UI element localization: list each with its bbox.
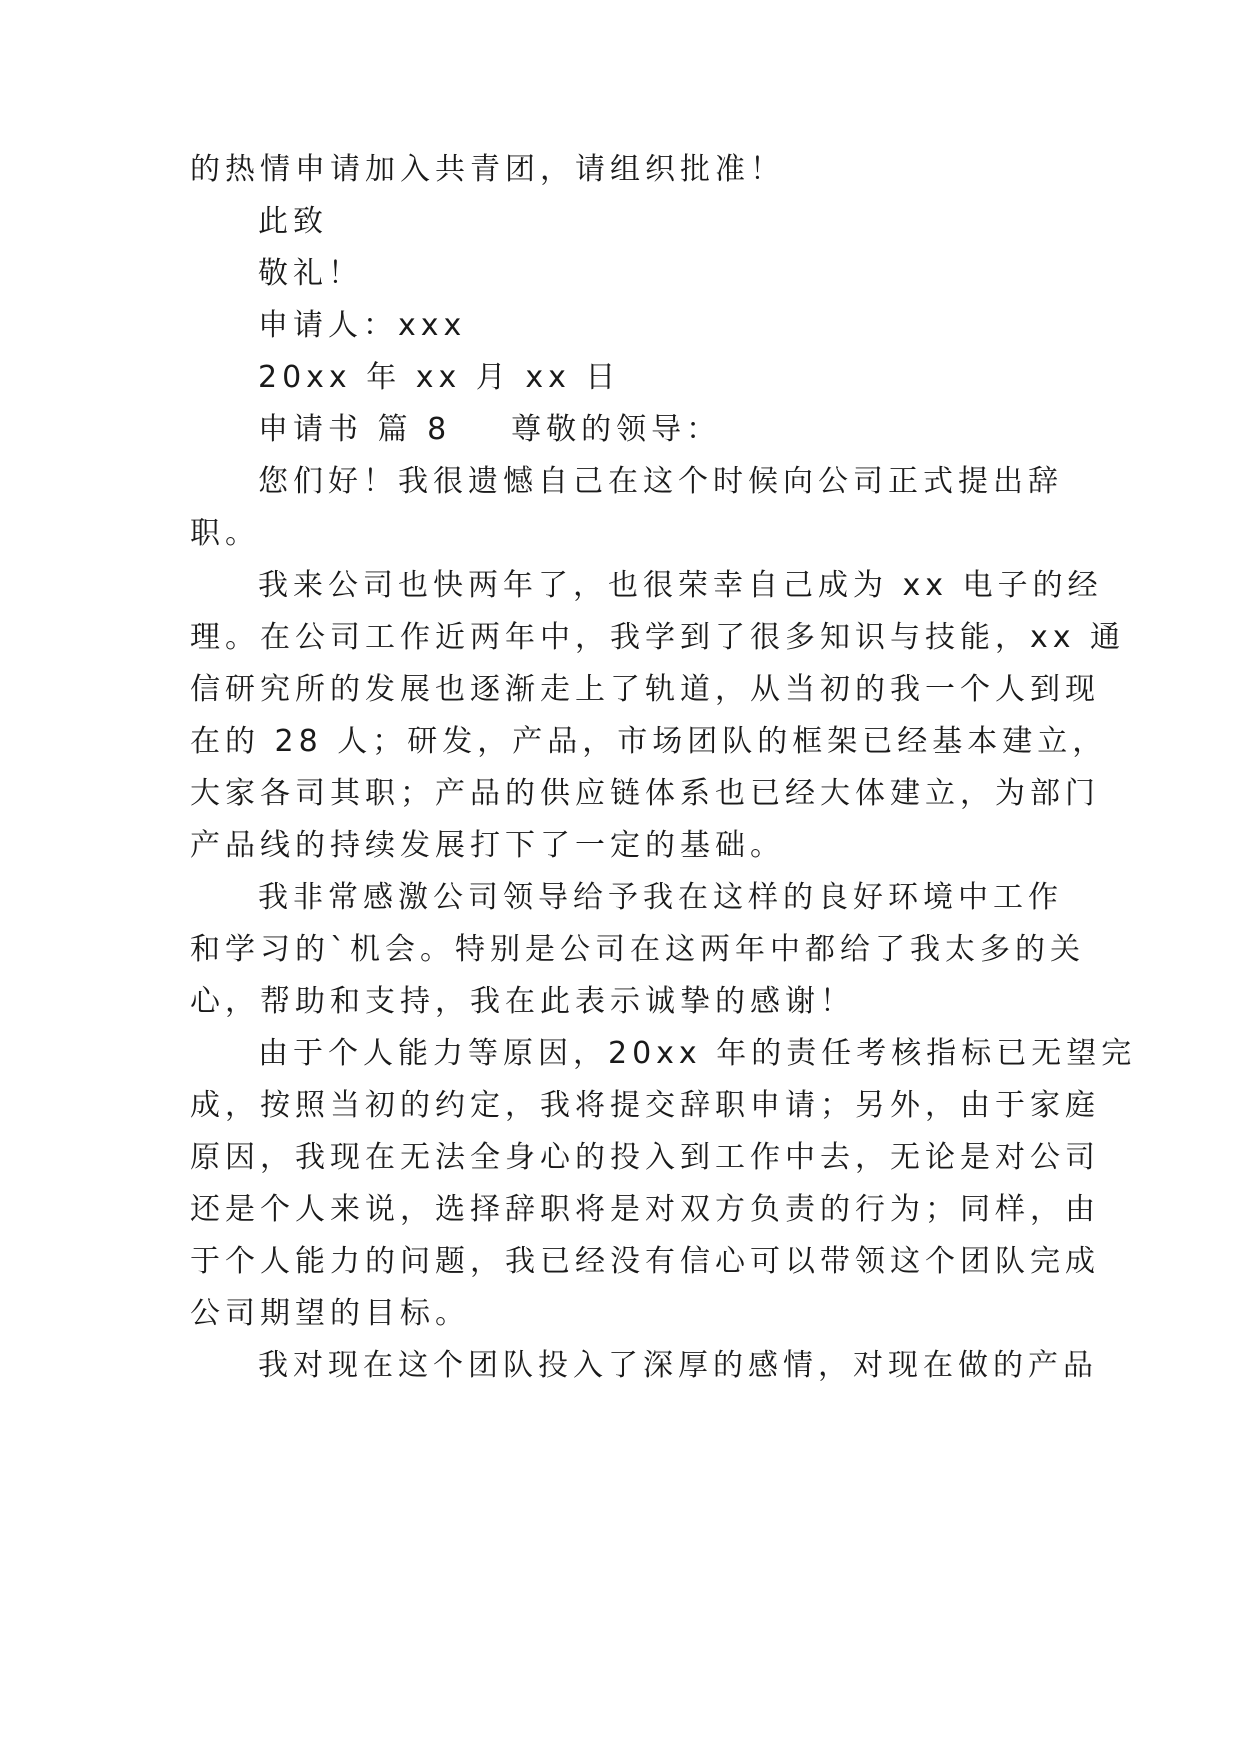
date-line: 20xx 年 xx 月 xx 日 <box>258 360 621 395</box>
text-line: 我来公司也快两年了，也很荣幸自己成为 xx 电子的经 <box>258 568 1103 603</box>
text-line: 还是个人来说，选择辞职将是对双方负责的行为；同样，由 <box>190 1192 1100 1227</box>
section-heading: 申请书 篇 8 <box>258 412 452 447</box>
text-line: 原因，我现在无法全身心的投入到工作中去，无论是对公司 <box>190 1140 1100 1175</box>
text-line: 由于个人能力等原因，20xx 年的责任考核指标已无望完 <box>258 1036 1137 1071</box>
text-line: 理。在公司工作近两年中，我学到了很多知识与技能，xx 通 <box>190 620 1126 655</box>
text-line: 职。 <box>190 516 260 551</box>
text-line: 的热情申请加入共青团，请组织批准！ <box>190 152 785 187</box>
text-line: 我非常感激公司领导给予我在这样的良好环境中工作 <box>258 880 1063 915</box>
applicant-line: 申请人：xxx <box>258 308 467 343</box>
text-line: 在的 28 人；研发，产品，市场团队的框架已经基本建立， <box>190 724 1108 759</box>
salutation-line: 敬礼！ <box>258 256 363 291</box>
text-line: 于个人能力的问题，我已经没有信心可以带领这个团队完成 <box>190 1244 1100 1279</box>
text-line: 产品线的持续发展打下了一定的基础。 <box>190 828 785 863</box>
text-line: 我对现在这个团队投入了深厚的感情，对现在做的产品 <box>258 1348 1098 1383</box>
text-line: 大家各司其职；产品的供应链体系也已经大体建立，为部门 <box>190 776 1100 811</box>
text-line: 和学习的`机会。特别是公司在这两年中都给了我太多的关 <box>190 932 1085 967</box>
text-line: 您们好！我很遗憾自己在这个时候向公司正式提出辞 <box>258 464 1063 499</box>
salutation-line: 此致 <box>258 204 328 239</box>
section-heading-line <box>258 410 1118 450</box>
greeting: 尊敬的领导： <box>511 412 722 447</box>
text-line: 心，帮助和支持，我在此表示诚挚的感谢！ <box>190 984 855 1019</box>
text-line: 公司期望的目标。 <box>190 1296 470 1331</box>
text-line: 信研究所的发展也逐渐走上了轨道，从当初的我一个人到现 <box>190 672 1100 707</box>
text-line: 成，按照当初的约定，我将提交辞职申请；另外，由于家庭 <box>190 1088 1100 1123</box>
